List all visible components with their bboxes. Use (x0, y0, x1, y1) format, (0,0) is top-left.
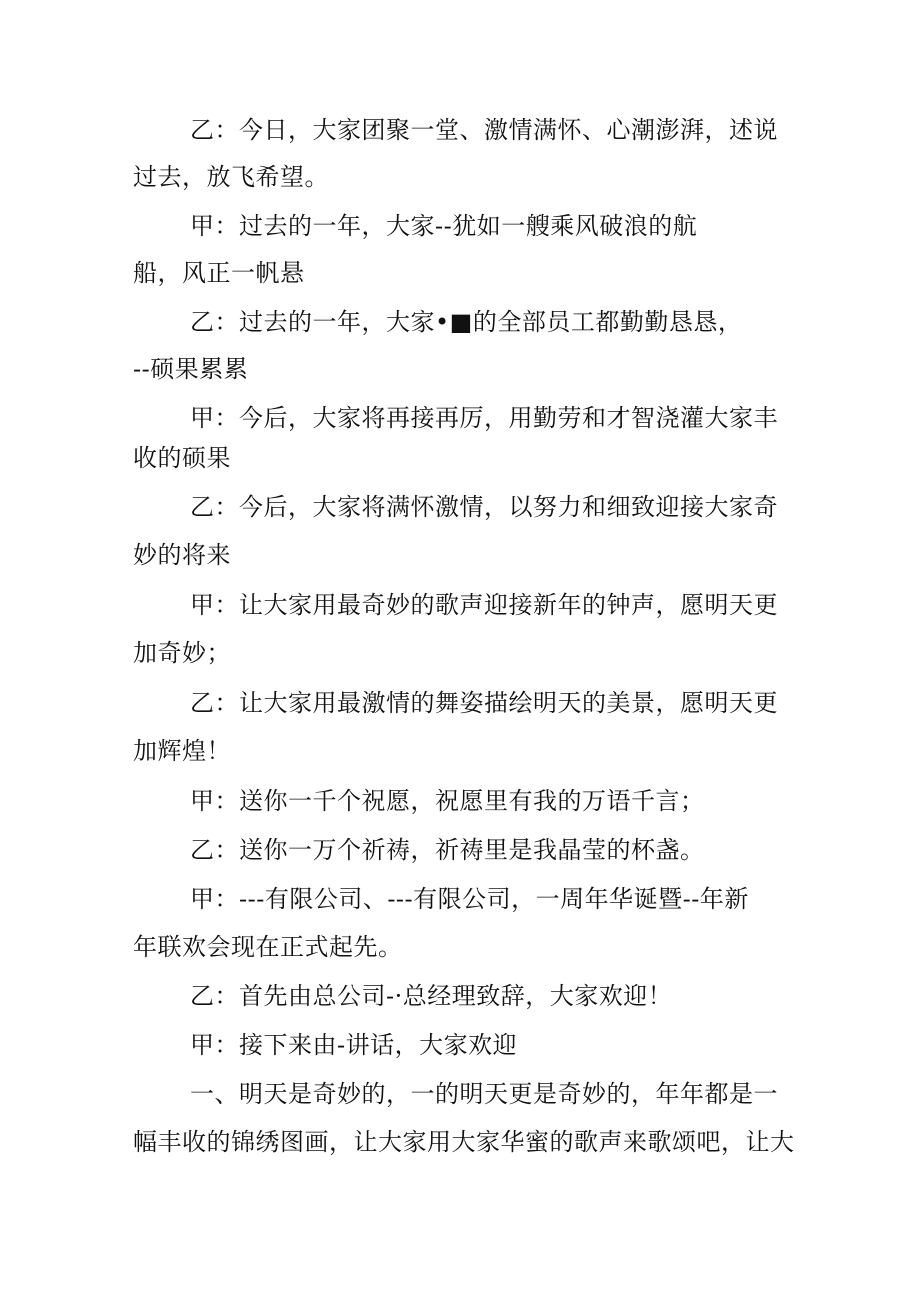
dialogue-line: 甲：---有限公司、---有限公司，一周年华诞暨--年新 (190, 885, 749, 913)
dialogue-line: --硕果累累 (133, 355, 249, 383)
dialogue-line: 乙：过去的一年，大家•■的全部员工都勤勤恳恳， (190, 308, 743, 336)
dialogue-line: 年联欢会现在正式起先。 (133, 933, 403, 961)
dialogue-line: 甲：送你一千个祝愿，祝愿里有我的万语千言； (190, 787, 705, 815)
dialogue-line: 过去，放飞希望。 (133, 163, 329, 191)
dialogue-line: 加辉煌！ (133, 737, 231, 765)
dialogue-line: 甲：让大家用最奇妙的歌声迎接新年的钟声，愿明天更 (190, 591, 778, 619)
paragraph-line: 幅丰收的锦绣图画，让大家用大家华蜜的歌声来歌颂吧，让大 (133, 1128, 795, 1156)
dialogue-line: 甲：接下来由-讲话，大家欢迎 (190, 1031, 518, 1059)
dialogue-line: 加奇妙； (133, 639, 231, 667)
dialogue-line: 乙：让大家用最激情的舞姿描绘明天的美景，愿明天更 (190, 689, 778, 717)
dialogue-line: 乙：首先由总公司-·总经理致辞，大家欢迎！ (190, 982, 673, 1010)
dialogue-line: 妙的将来 (133, 541, 231, 569)
dialogue-line: 收的硕果 (133, 444, 231, 472)
paragraph-line: 一、明天是奇妙的，一的明天更是奇妙的，年年都是一 (190, 1080, 778, 1108)
dialogue-line: 船，风正一帆悬 (133, 259, 305, 287)
dialogue-line: 乙：送你一万个祈祷，祈祷里是我晶莹的杯盏。 (190, 836, 705, 864)
dialogue-line: 乙：今日，大家团聚一堂、激情满怀、心潮澎湃，述说 (190, 116, 778, 144)
dialogue-line: 乙：今后，大家将满怀激情，以努力和细致迎接大家奇 (190, 493, 778, 521)
dialogue-line: 甲：过去的一年，大家--犹如一艘乘风破浪的航 (190, 212, 698, 240)
dialogue-line: 甲：今后，大家将再接再厉，用勤劳和才智浇灌大家丰 (190, 404, 778, 432)
